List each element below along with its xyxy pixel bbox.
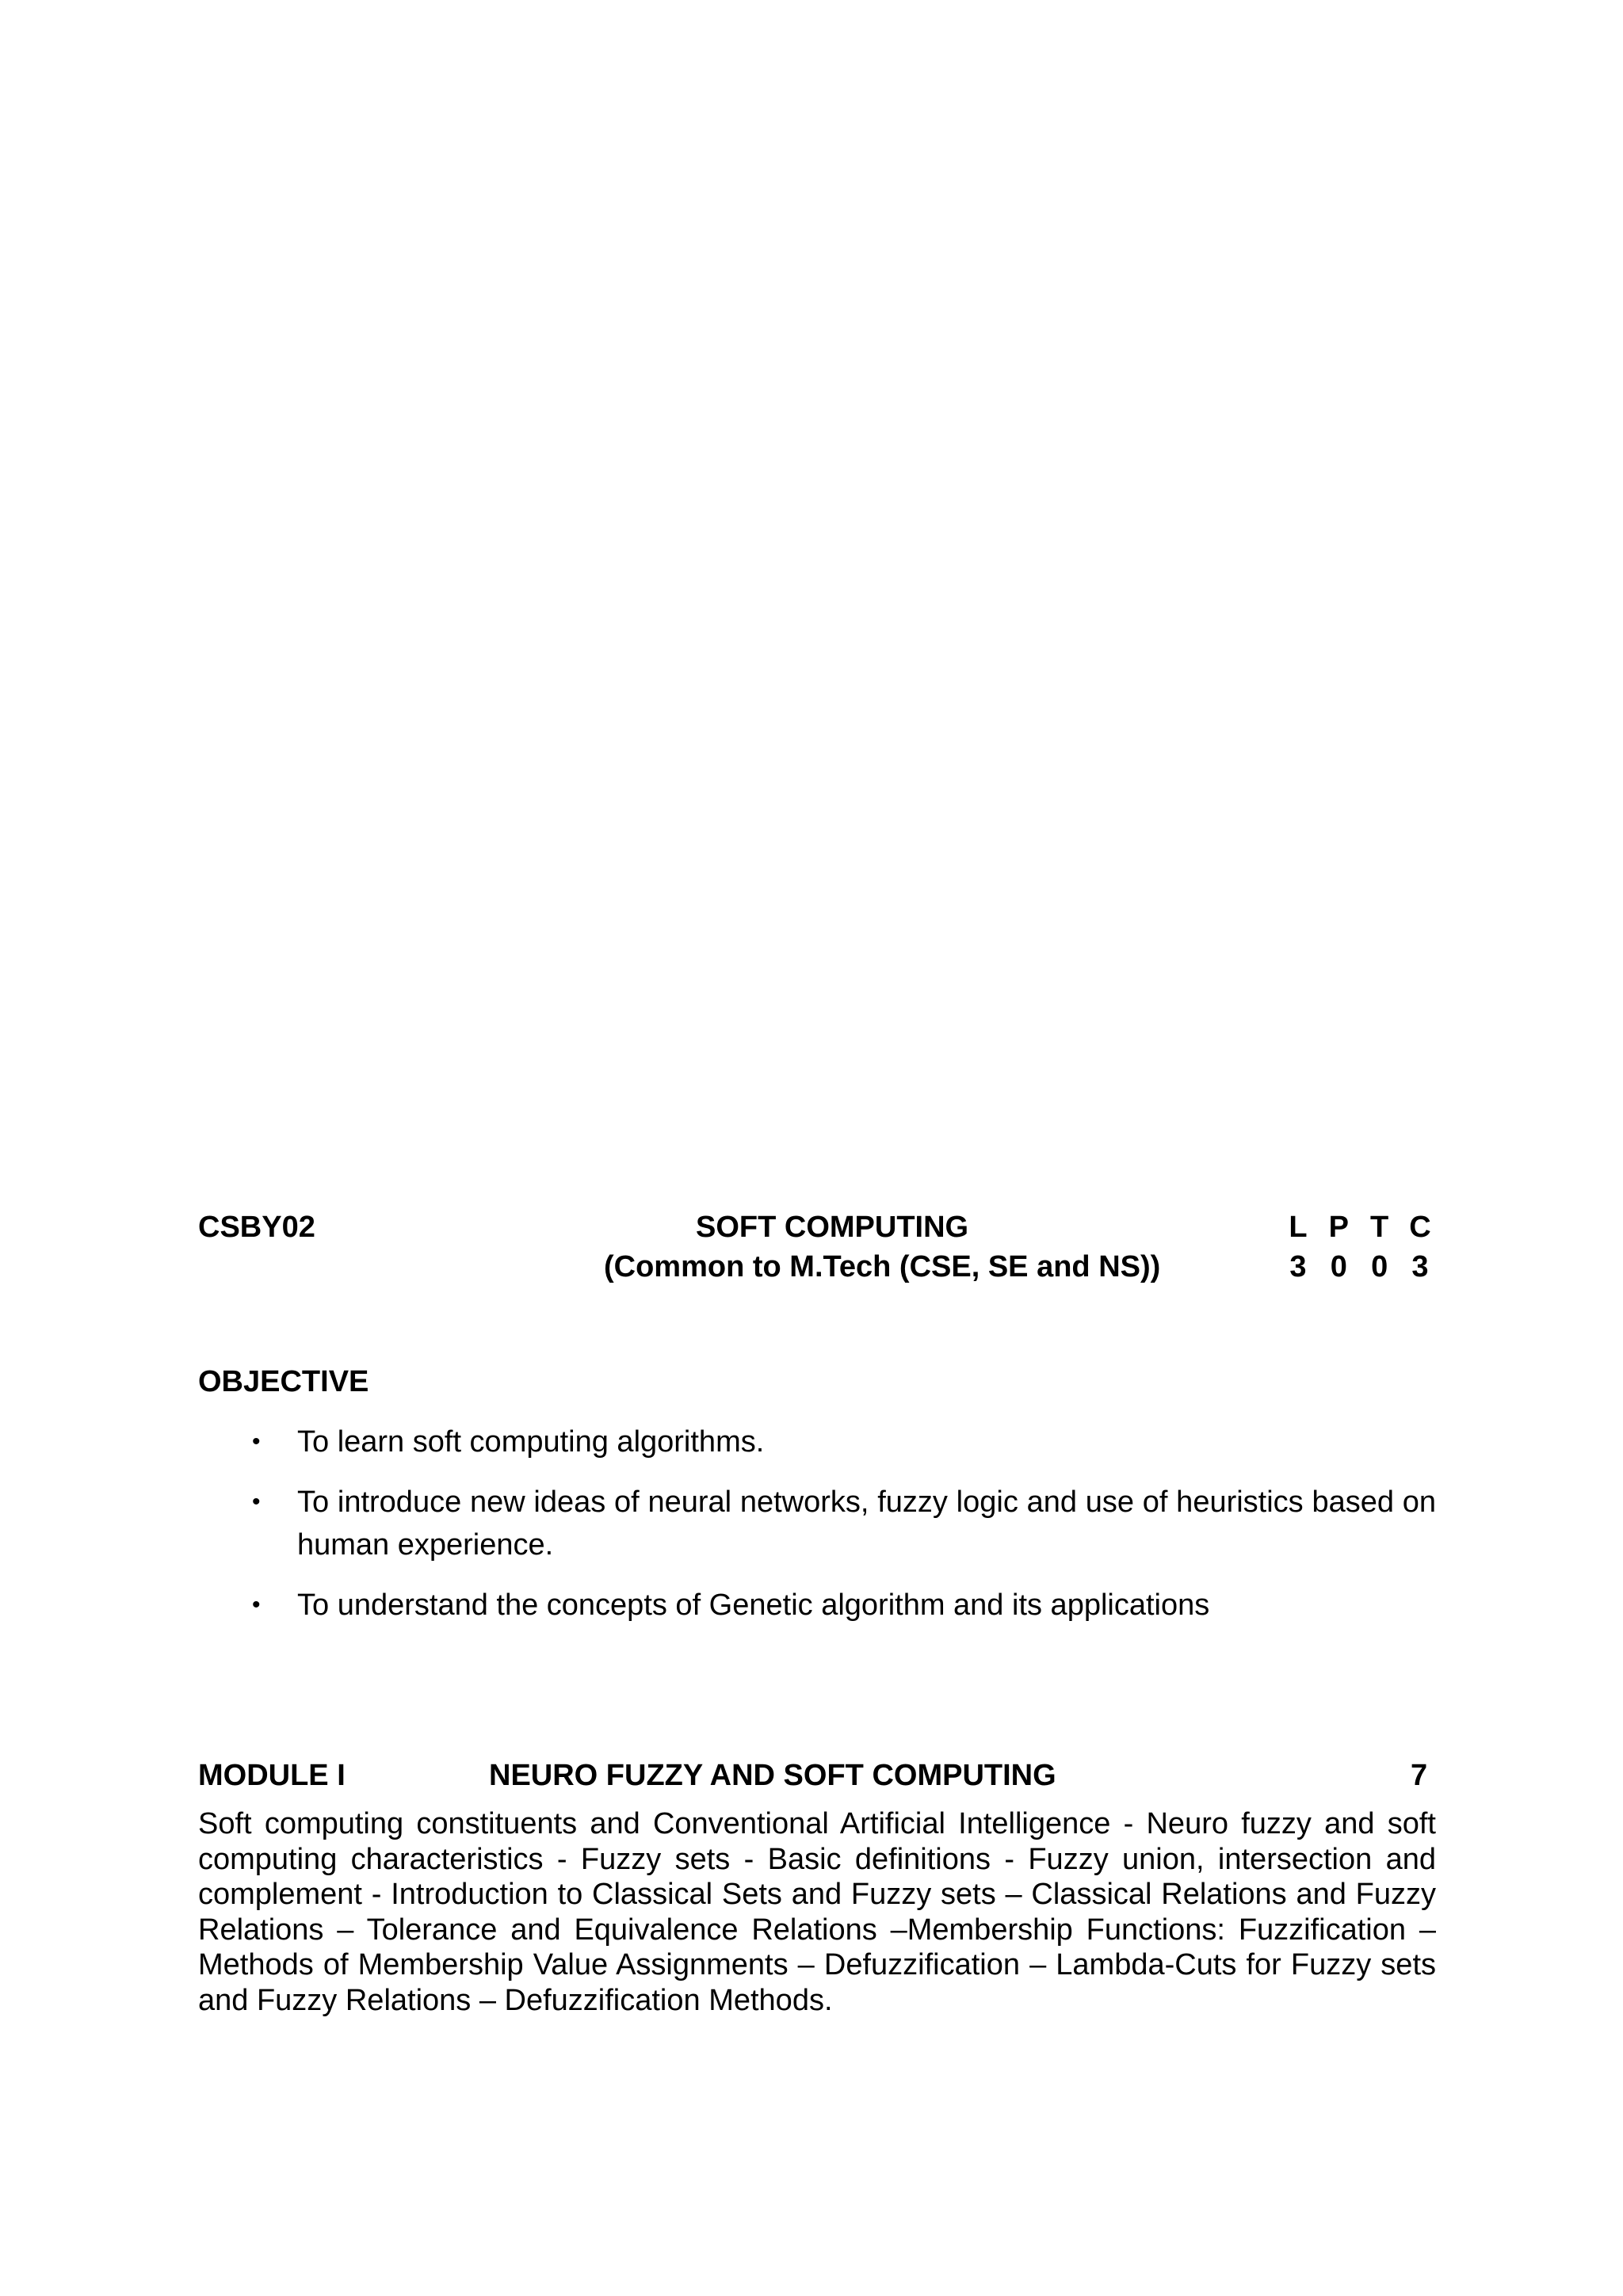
objective-text: To learn soft computing algorithms. bbox=[297, 1425, 765, 1459]
ltpc-header-l: L bbox=[1289, 1211, 1308, 1244]
list-item bbox=[198, 1584, 1436, 1627]
ltpc-value-t: 0 bbox=[1371, 1250, 1388, 1283]
course-subtitle: (Common to M.Tech (CSE, SE and NS)) bbox=[604, 1250, 1161, 1283]
ltpc-header-p: P bbox=[1328, 1211, 1349, 1244]
bullet-icon: • bbox=[252, 1489, 261, 1515]
course-title: SOFT COMPUTING bbox=[696, 1211, 969, 1244]
module-title: NEURO FUZZY AND SOFT COMPUTING bbox=[489, 1759, 1056, 1792]
module-description: Soft computing constituents and Conventional Artificial Intelligence - Neuro fuzzy and soft computing characteristics - Fuzzy sets - Basic definitions - Fuzzy union, intersection and complement - Introduction to Classical Sets and Fuzzy sets – Classical Relations and Fuzzy Relations – Tolerance and Equivalence Relations –Membership Functions: Fuzzification – Methods of Membership Value Assignments – Defuzzification – Lambda-Cuts for Fuzzy sets and Fuzzy Relations – Defuzzification Methods. bbox=[198, 1807, 1436, 2017]
ltpc-header-c: C bbox=[1409, 1211, 1431, 1244]
bullet-icon: • bbox=[252, 1428, 261, 1455]
ltpc-value-c: 3 bbox=[1411, 1250, 1429, 1283]
course-code: CSBY02 bbox=[198, 1211, 315, 1244]
ltpc-value-l: 3 bbox=[1289, 1250, 1307, 1283]
objective-heading: OBJECTIVE bbox=[198, 1365, 369, 1398]
objective-text: To understand the concepts of Genetic algorithm and its applications bbox=[297, 1589, 1210, 1622]
list-item bbox=[198, 1481, 1436, 1566]
list-item bbox=[198, 1421, 1436, 1463]
ltpc-header-row bbox=[1284, 1212, 1434, 1242]
module-label: MODULE I bbox=[198, 1759, 346, 1792]
module-hours: 7 bbox=[1411, 1759, 1428, 1792]
objective-list bbox=[198, 1421, 1436, 1644]
bullet-icon: • bbox=[252, 1592, 261, 1618]
ltpc-value-p: 0 bbox=[1330, 1250, 1347, 1283]
objective-text: To introduce new ideas of neural networks, fuzzy logic and use of heuristics based on human experience. bbox=[297, 1486, 1436, 1562]
ltpc-header-t: T bbox=[1370, 1211, 1389, 1244]
ltpc-values-row bbox=[1284, 1252, 1434, 1282]
